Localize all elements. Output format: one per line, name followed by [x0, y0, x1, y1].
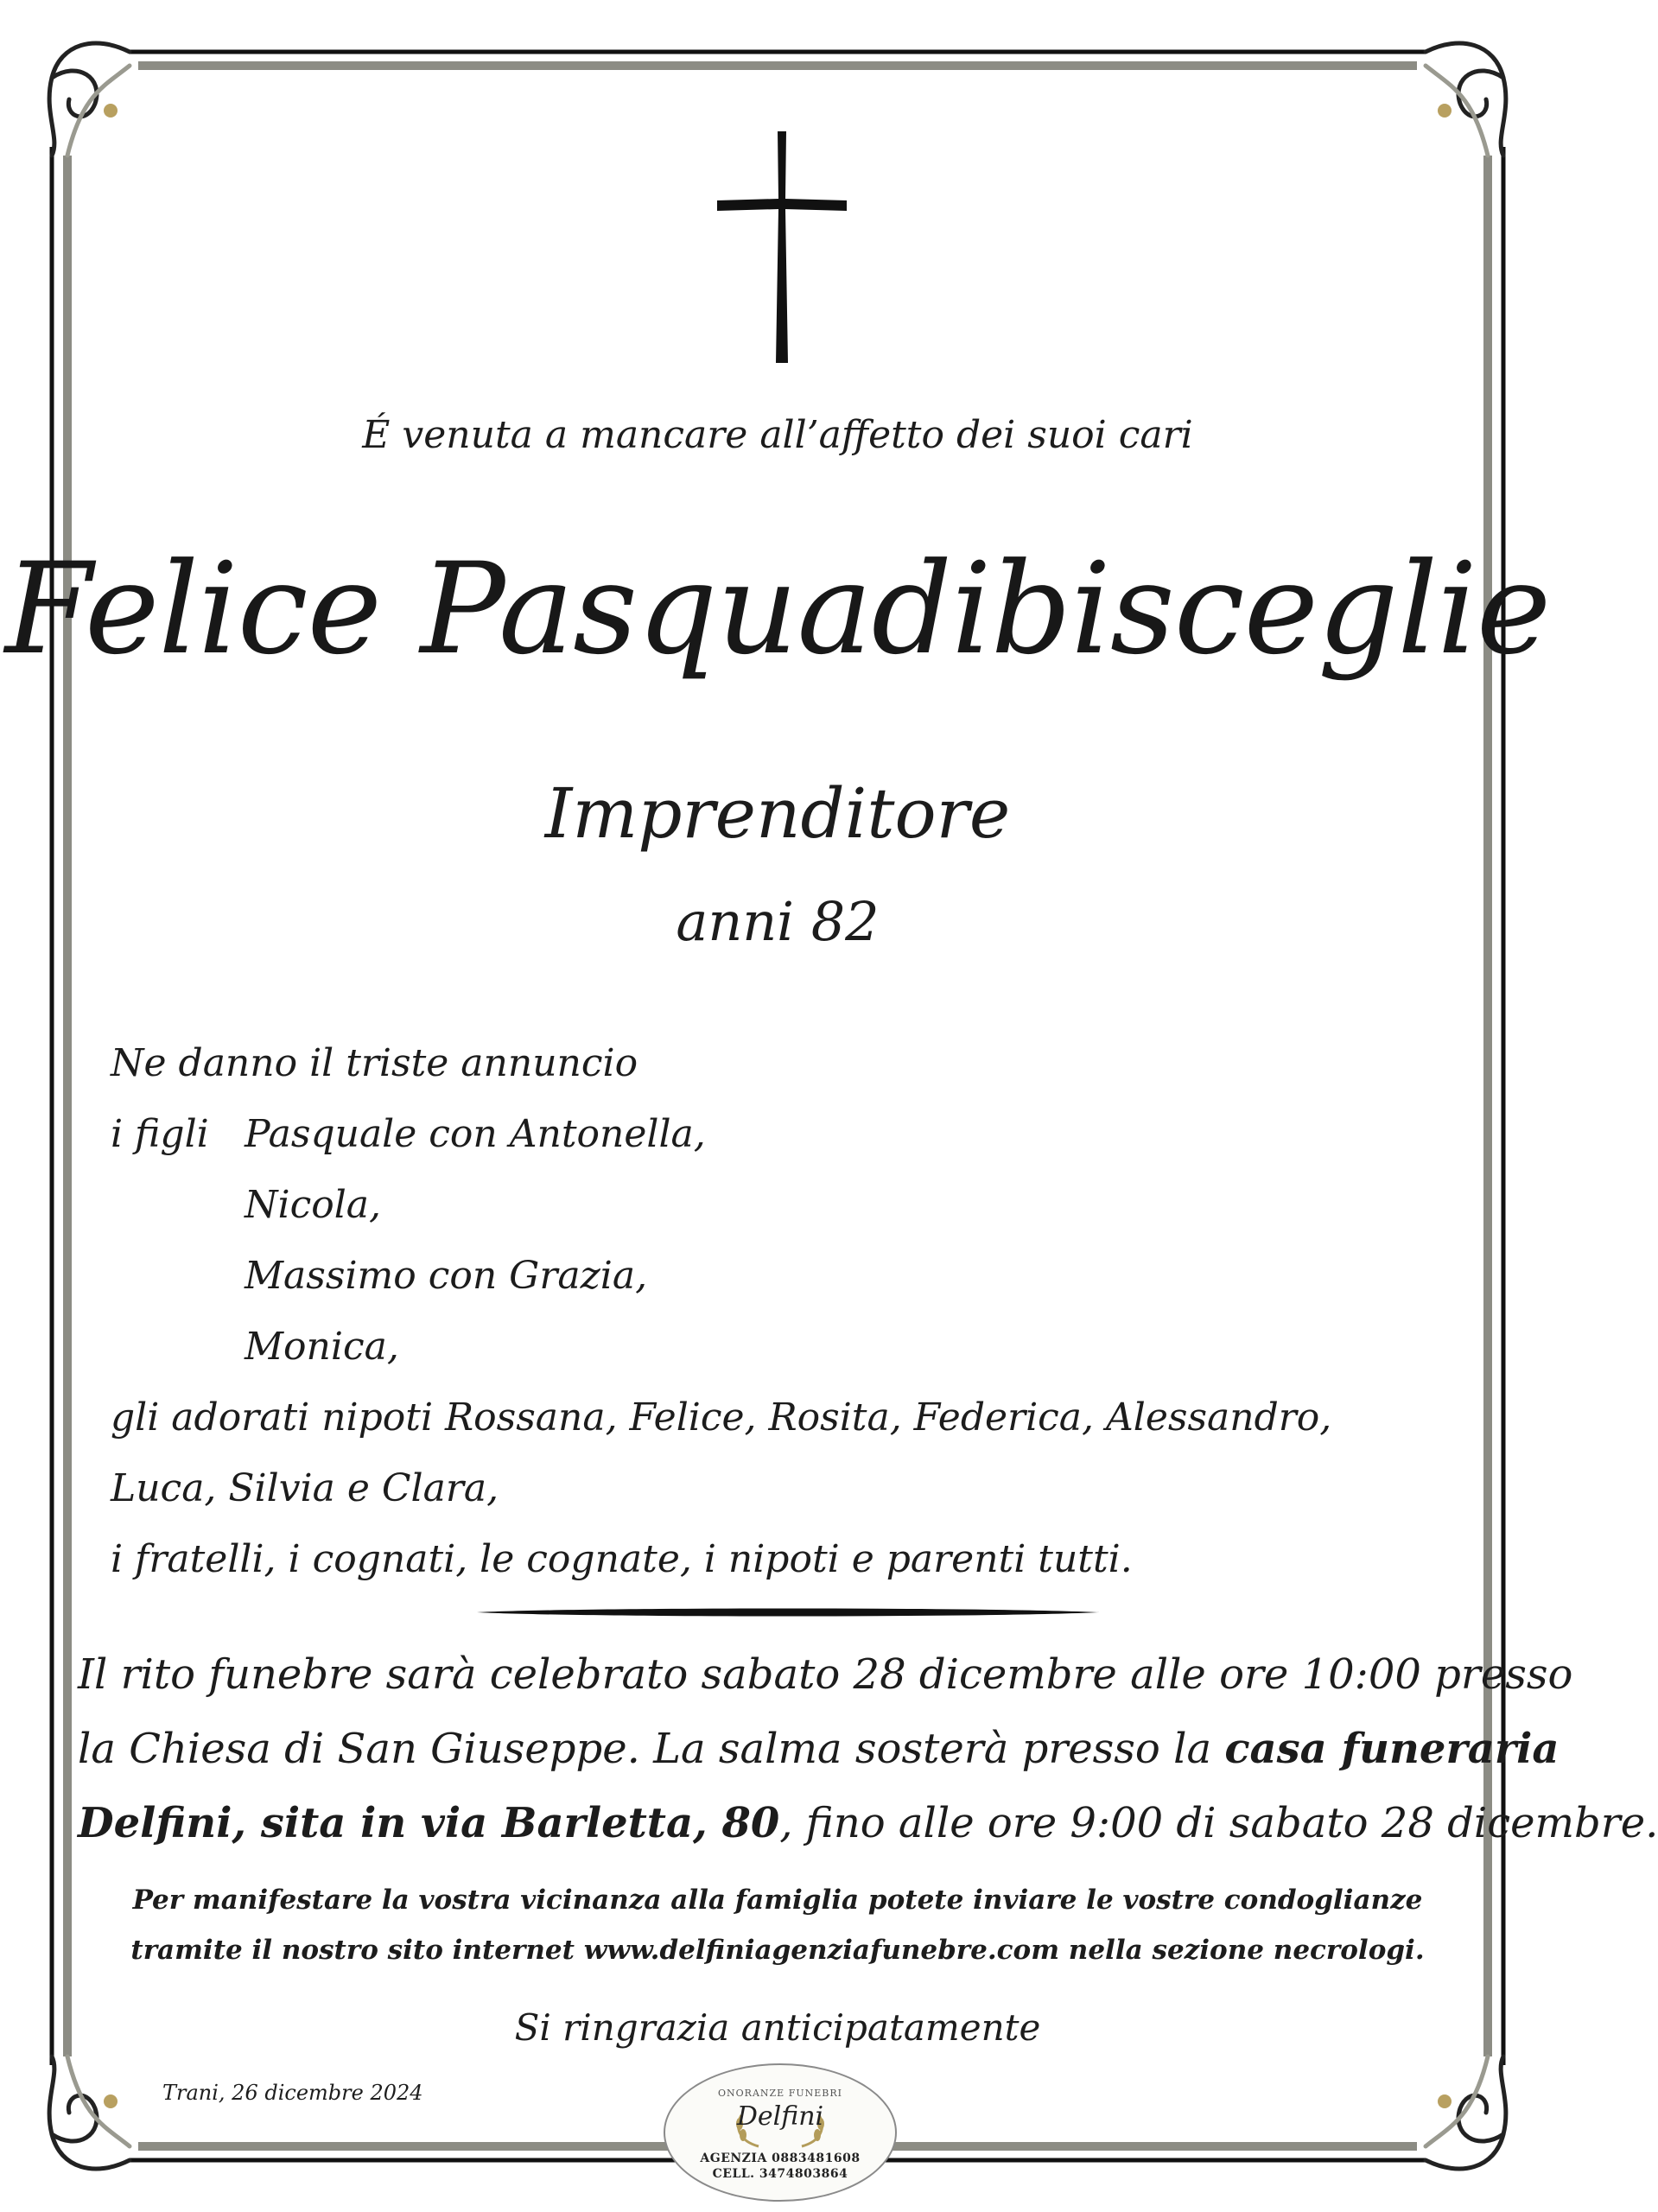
thanks-text: Si ringrazia anticipatamente — [514, 2006, 1041, 2049]
cell-phone: CELL. 3474803864 — [712, 2167, 848, 2181]
child-name: Massimo con Grazia, — [245, 1254, 648, 1298]
rite-line — [78, 1712, 1560, 1786]
child-name: Monica, — [245, 1325, 399, 1369]
child-name: Pasquale con Antonella, — [245, 1112, 706, 1156]
child-name: Nicola, — [245, 1183, 381, 1227]
announcement — [111, 1028, 1441, 1595]
relatives-line: i fratelli, i cognati, le cognate, i nipoti e parenti tutti. — [111, 1537, 1133, 1581]
rite-bold-text: casa funeraria — [1224, 1725, 1560, 1773]
grandchildren-line: gli adorati nipoti Rossana, Felice, Rosita, Federica, Alessandro, — [111, 1395, 1332, 1440]
rite-text: la Chiesa di San Giuseppe. La salma sosterà presso la — [78, 1725, 1225, 1773]
rite-line: Il rito funebre sarà celebrato sabato 28 dicembre alle ore 10:00 presso — [78, 1650, 1573, 1699]
rite-bold-text: Delfini, sita in via Barletta, 80 — [78, 1799, 780, 1847]
profession: Imprenditore — [544, 773, 1011, 854]
agency-phone: AGENZIA 0883481608 — [700, 2152, 861, 2165]
children-row — [111, 1099, 1441, 1170]
age: anni 82 — [676, 890, 880, 953]
funeral-rite — [78, 1637, 1658, 1860]
condolence-line: tramite il nostro sito internet www.delfiniagenziafunebre.com nella sezione necrologi. — [130, 1935, 1425, 1966]
deceased-name: Felice Pasquadibisceglie — [4, 536, 1551, 683]
divider — [477, 1606, 1099, 1618]
agency-logo — [664, 2063, 897, 2202]
corner-ornament-bottom-left — [49, 2056, 130, 2169]
intro-text: É venuta a mancare all’affetto dei suoi cari — [362, 413, 1193, 457]
condolence-line: Per manifestare la vostra vicinanza alla famiglia potete inviare le vostre condoglianze — [132, 1885, 1423, 1916]
children-lead: i figli — [111, 1112, 209, 1156]
rite-line — [78, 1786, 1658, 1860]
announcement-line: Ne danno il triste annuncio — [111, 1041, 638, 1085]
corner-ornament-bottom-right — [1426, 2056, 1506, 2169]
corner-ornament-top-right — [1426, 43, 1506, 156]
condolence-note — [69, 1875, 1486, 1975]
cross-icon — [717, 131, 847, 365]
rite-text: , fino alle ore 9:00 di sabato 28 dicembre. — [779, 1799, 1658, 1847]
grandchildren-line: Luca, Silvia e Clara, — [111, 1466, 499, 1510]
logo-name: Delfini — [736, 2101, 824, 2132]
place-date: Trani, 26 dicembre 2024 — [162, 2081, 423, 2105]
corner-ornament-top-left — [49, 43, 130, 156]
logo-brand: ONORANZE FUNEBRI — [718, 2088, 842, 2099]
